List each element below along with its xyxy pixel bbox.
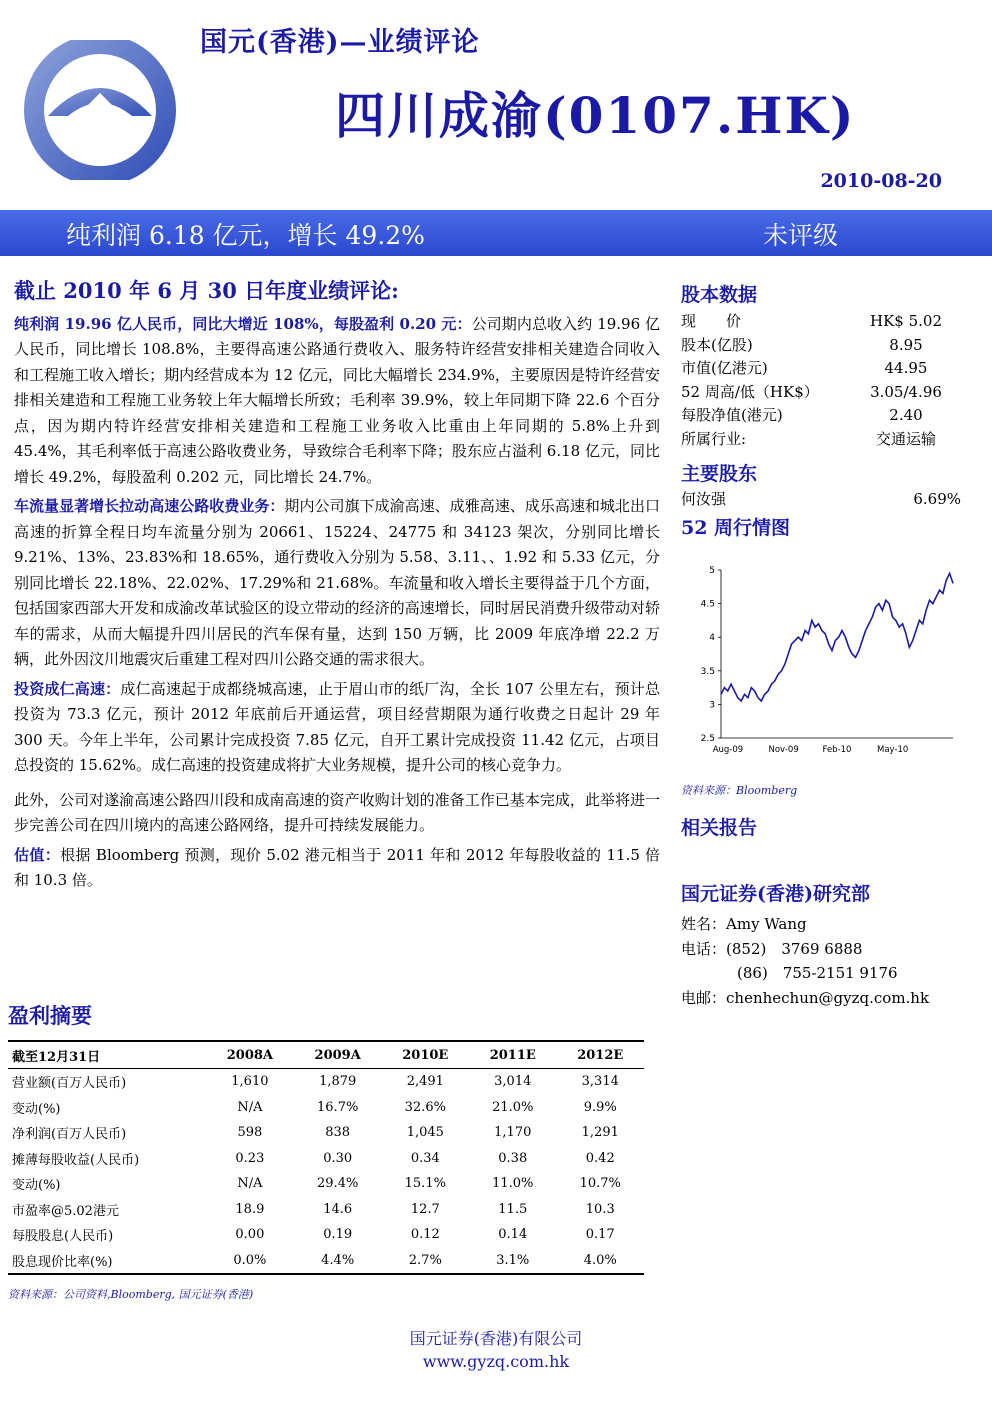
table-header-row xyxy=(8,1041,644,1069)
phone-number-hk: (852) 3769 6888 xyxy=(726,939,863,958)
table-cell: 2.7% xyxy=(382,1248,469,1275)
table-row xyxy=(8,1171,644,1197)
stock-data-value: HK$ 5.02 xyxy=(870,312,942,330)
stock-data-label: 52 周高/低（HK$） xyxy=(681,382,819,401)
analyst-name: Amy Wang xyxy=(726,915,807,933)
table-cell: N/A xyxy=(237,1176,263,1192)
chart-source-note: 资料来源：Bloomberg xyxy=(681,784,798,797)
footer-website[interactable]: www.gyzq.com.hk xyxy=(422,1352,570,1371)
x-tick-label: Aug-09 xyxy=(712,745,744,755)
price-chart xyxy=(681,560,961,764)
stock-data-label: 股本(亿股) xyxy=(681,335,753,354)
y-tick-label: 3 xyxy=(709,700,715,711)
chart-axis xyxy=(721,570,953,738)
stock-data-row xyxy=(681,357,961,381)
table-cell: 11.0% xyxy=(492,1176,534,1192)
shareholder-percent: 6.69% xyxy=(913,490,961,508)
stock-data-row xyxy=(681,334,961,358)
stock-data-row xyxy=(681,310,961,334)
table-cell: 1,291 xyxy=(581,1125,619,1141)
table-cell: 2,491 xyxy=(406,1074,444,1090)
table-cell: 1,879 xyxy=(319,1074,357,1090)
table-cell: 10.7% xyxy=(579,1176,621,1192)
table-cell: 12.7 xyxy=(410,1201,440,1217)
stock-data-value: 8.95 xyxy=(889,335,923,354)
table-cell: 29.4% xyxy=(317,1176,359,1192)
table-cell: 18.9 xyxy=(235,1201,265,1217)
y-tick-label: 3.5 xyxy=(700,666,715,677)
footer-company: 国元证券(香港)有限公司 xyxy=(409,1329,583,1348)
table-cell: 0.34 xyxy=(410,1150,440,1166)
table-cell: 3,014 xyxy=(494,1074,532,1090)
table-cell: 0.00 xyxy=(235,1227,265,1243)
table-cell: 10.3 xyxy=(585,1201,615,1217)
phone-number-cn: (86) 755-2151 9176 xyxy=(737,964,898,982)
stock-data-label: 所属行业: xyxy=(681,429,747,448)
contact-phone-row xyxy=(681,937,929,962)
stock-data-value: 交通运输 xyxy=(875,429,936,448)
table-row xyxy=(8,1197,644,1223)
row-label: 变动(%) xyxy=(12,1178,61,1194)
report-date: 2010-08-20 xyxy=(820,170,942,192)
paragraph-text: 成仁高速起于成都绕城高速，止于眉山市的纸厂沟，全长 107 公里左右，预计总投资为 73.3 亿元，预计 2012 年底前后开通运营，项目经营期限为通行收费之日起计 29 年 300 天。今年上半年，公司累计完成投资 7.85 亿元，自开工累计完成投资 11.42 亿元，占项目总投资的 15.62%。成仁高速的投资建成将扩大业务规模，提升公司的核心竞争力。 xyxy=(14,679,660,774)
stock-data-row xyxy=(681,404,961,428)
main-content xyxy=(14,278,660,894)
y-tick-label: 4.5 xyxy=(700,599,715,610)
column-header: 截至12月31日 xyxy=(8,1041,206,1069)
company-logo xyxy=(14,40,186,180)
table-cell: 0.38 xyxy=(498,1150,528,1166)
table-cell: 0.0% xyxy=(206,1248,294,1275)
table-cell: 838 xyxy=(325,1125,351,1141)
profit-summary-heading: 盈利摘要 xyxy=(8,1003,92,1028)
rating-text: 未评级 xyxy=(763,221,839,250)
row-label: 市盈率@5.02港元 xyxy=(12,1203,119,1219)
review-heading: 截止 2010 年 6 月 30 日年度业绩评论: xyxy=(14,278,399,303)
table-source-note: 资料来源：公司资料,Bloomberg, 国元证券(香港) xyxy=(8,1288,254,1301)
paragraph-investment xyxy=(14,677,660,779)
paragraph-traffic xyxy=(14,494,660,673)
table-row xyxy=(8,1146,644,1172)
row-label: 营业额(百万人民币) xyxy=(12,1076,127,1092)
sidebar xyxy=(681,280,961,540)
contact-name-row xyxy=(681,912,929,937)
column-header: 2009A xyxy=(294,1041,382,1069)
table-cell: 11.5 xyxy=(498,1201,528,1217)
paragraph-valuation xyxy=(14,843,660,894)
report-title: 四川成渝(0107.HK) xyxy=(335,86,856,145)
stock-data-value: 2.40 xyxy=(889,406,923,424)
stock-data-row xyxy=(681,428,961,452)
paragraph-lead: 投资成仁高速： xyxy=(14,679,121,698)
email-label: 电邮： xyxy=(681,988,727,1007)
paragraph-text: 期内公司旗下成渝高速、成雅高速、成乐高速和城北出口高速的折算全程日均车流量分别为 20661、15224、24775 和 34123 架次，分别同比增长 9.21%、13%、23.83%和 18.65%，通行费收入分别为 5.58、3.11、、1.92 和 5.33 亿元，分别同比增长 22.18%、22.02%、17.29%和 21.68%。车流量和收入增长主要得益于几个方面，包括国家西部大开发和成渝改革试验区的设立带动的经济的高速增长，同时居民消费升级带动对轿车的需求，从而大幅提升四川居民的汽车保有量，达到 150 万辆，比 2009 年底净增 22.2 万辆，此外因汶川地震灾后重建工程对四川公路交通的需求很大。 xyxy=(14,497,660,668)
table-row xyxy=(8,1069,644,1095)
contact-phone-row-2 xyxy=(681,961,929,986)
paragraph-text: 公司期内总收入约 19.96 亿人民币，同比增长 108.8%，主要得高速公路通行费收入、服务特许经营安排相关建造合同收入和工程施工收入增长；期内经营成本为 12 亿元，同比大幅增长 234.9%，主要原因是特许经营安排相关建造和工程施工业务较上年大幅增长所致；毛利率 39.9%，较上年同期下降 22.6 个百分点，因为期内特许经营安排相关建造和工程施工业务收入比重由上年同期的 5.8%上升到 45.4%，其毛利率低于高速公路收费业务，导致综合毛利率下降；股东应占溢利 6.18 亿元，同比增长 49.2%，每股盈利 0.202 元，同比增长 24.7%。 xyxy=(14,314,660,486)
paragraph-lead: 纯利润 19.96 亿人民币，同比大增近 108%，每股盈利 0.20 元： xyxy=(14,314,472,333)
table-cell: 598 xyxy=(237,1125,263,1141)
stock-data-label: 现 价 xyxy=(681,312,742,330)
paragraph-acquisition xyxy=(14,788,660,839)
related-reports-heading: 相关报告 xyxy=(681,817,758,839)
table-cell: 3,314 xyxy=(581,1074,619,1090)
table-cell: 0.30 xyxy=(323,1150,353,1166)
table-cell: 0.23 xyxy=(235,1150,265,1166)
report-series-title: 国元(香港)—业绩评论 xyxy=(200,27,480,58)
row-label: 摊薄每股收益(人民币) xyxy=(12,1152,140,1168)
table-cell: 3.1% xyxy=(469,1248,556,1275)
email-link[interactable]: chenhechun@gyzq.com.hk xyxy=(726,988,930,1007)
column-header: 2011E xyxy=(469,1041,556,1069)
table-cell: 21.0% xyxy=(492,1099,534,1115)
table-cell: 32.6% xyxy=(404,1099,446,1115)
contact-email-row xyxy=(681,986,929,1011)
column-header: 2008A xyxy=(206,1041,294,1069)
table-cell: 4.4% xyxy=(294,1248,382,1275)
table-cell: 1,045 xyxy=(406,1125,444,1141)
table-row xyxy=(8,1222,644,1248)
column-header: 2010E xyxy=(382,1041,469,1069)
table-cell: 0.12 xyxy=(410,1227,440,1243)
table-cell: 15.1% xyxy=(404,1176,446,1192)
paragraph-text: 此外，公司对遂渝高速公路四川段和成南高速的资产收购计划的准备工作已基本完成，此举将进一步完善公司在四川境内的高速公路网络，提升可持续发展能力。 xyxy=(14,790,660,834)
shareholder-row xyxy=(681,488,961,512)
headline-text: 纯利润 6.18 亿元，增长 49.2% xyxy=(66,221,425,250)
column-header: 2012E xyxy=(557,1041,645,1069)
major-shareholder-heading: 主要股东 xyxy=(681,463,758,485)
table-cell: 16.7% xyxy=(317,1099,359,1115)
research-dept-heading: 国元证券(香港)研究部 xyxy=(681,883,870,905)
stock-data-list xyxy=(681,310,961,451)
shareholder-name: 何汝强 xyxy=(681,490,727,508)
profit-summary-table xyxy=(8,1040,644,1275)
x-tick-label: May-10 xyxy=(877,745,909,755)
table-cell: 9.9% xyxy=(583,1099,617,1115)
price-series-line xyxy=(721,573,953,701)
row-label: 每股股息(人民币) xyxy=(12,1229,114,1245)
row-label: 净利润(百万人民币) xyxy=(12,1127,127,1143)
stock-data-label: 市值(亿港元) xyxy=(681,359,768,377)
paragraph-lead: 估值： xyxy=(14,845,61,864)
row-label: 变动(%) xyxy=(12,1101,61,1117)
paragraph-text: 根据 Bloomberg 预测，现价 5.02 港元相当于 2011 年和 2012 年每股收益的 11.5 倍和 10.3 倍。 xyxy=(14,845,660,889)
row-label: 股息现价比率(%) xyxy=(8,1248,206,1275)
stock-data-label: 每股净值(港元) xyxy=(681,406,783,424)
x-tick-label: Nov-09 xyxy=(768,745,799,755)
table-cell: 0.19 xyxy=(323,1227,353,1243)
stock-data-value: 44.95 xyxy=(884,359,928,377)
profit-summary-table-wrap xyxy=(8,1040,644,1275)
contact-block xyxy=(681,912,929,1010)
table-cell: 0.17 xyxy=(585,1227,615,1243)
x-tick-label: Feb-10 xyxy=(822,745,852,755)
table-row xyxy=(8,1120,644,1146)
table-cell: 1,170 xyxy=(494,1125,532,1141)
stock-data-heading: 股本数据 xyxy=(681,284,758,306)
phone-label: 电话： xyxy=(681,939,727,958)
table-cell: 14.6 xyxy=(323,1201,353,1217)
paragraph-profit xyxy=(14,312,660,491)
table-cell: 1,610 xyxy=(231,1074,269,1090)
table-cell: 0.14 xyxy=(498,1227,528,1243)
stock-data-value: 3.05/4.96 xyxy=(870,382,942,401)
stock-data-row xyxy=(681,381,961,405)
y-tick-label: 2.5 xyxy=(700,734,715,744)
table-row xyxy=(8,1248,644,1275)
table-row xyxy=(8,1095,644,1121)
name-label: 姓名： xyxy=(681,915,727,933)
table-cell: N/A xyxy=(237,1099,263,1115)
table-cell: 4.0% xyxy=(557,1248,645,1275)
paragraph-lead: 车流量显著增长拉动高速公路收费业务： xyxy=(14,497,285,515)
y-tick-label: 5 xyxy=(709,566,715,576)
y-tick-label: 4 xyxy=(709,633,715,644)
table-cell: 0.42 xyxy=(585,1150,615,1166)
price-chart-heading: 52 周行情图 xyxy=(681,516,791,539)
